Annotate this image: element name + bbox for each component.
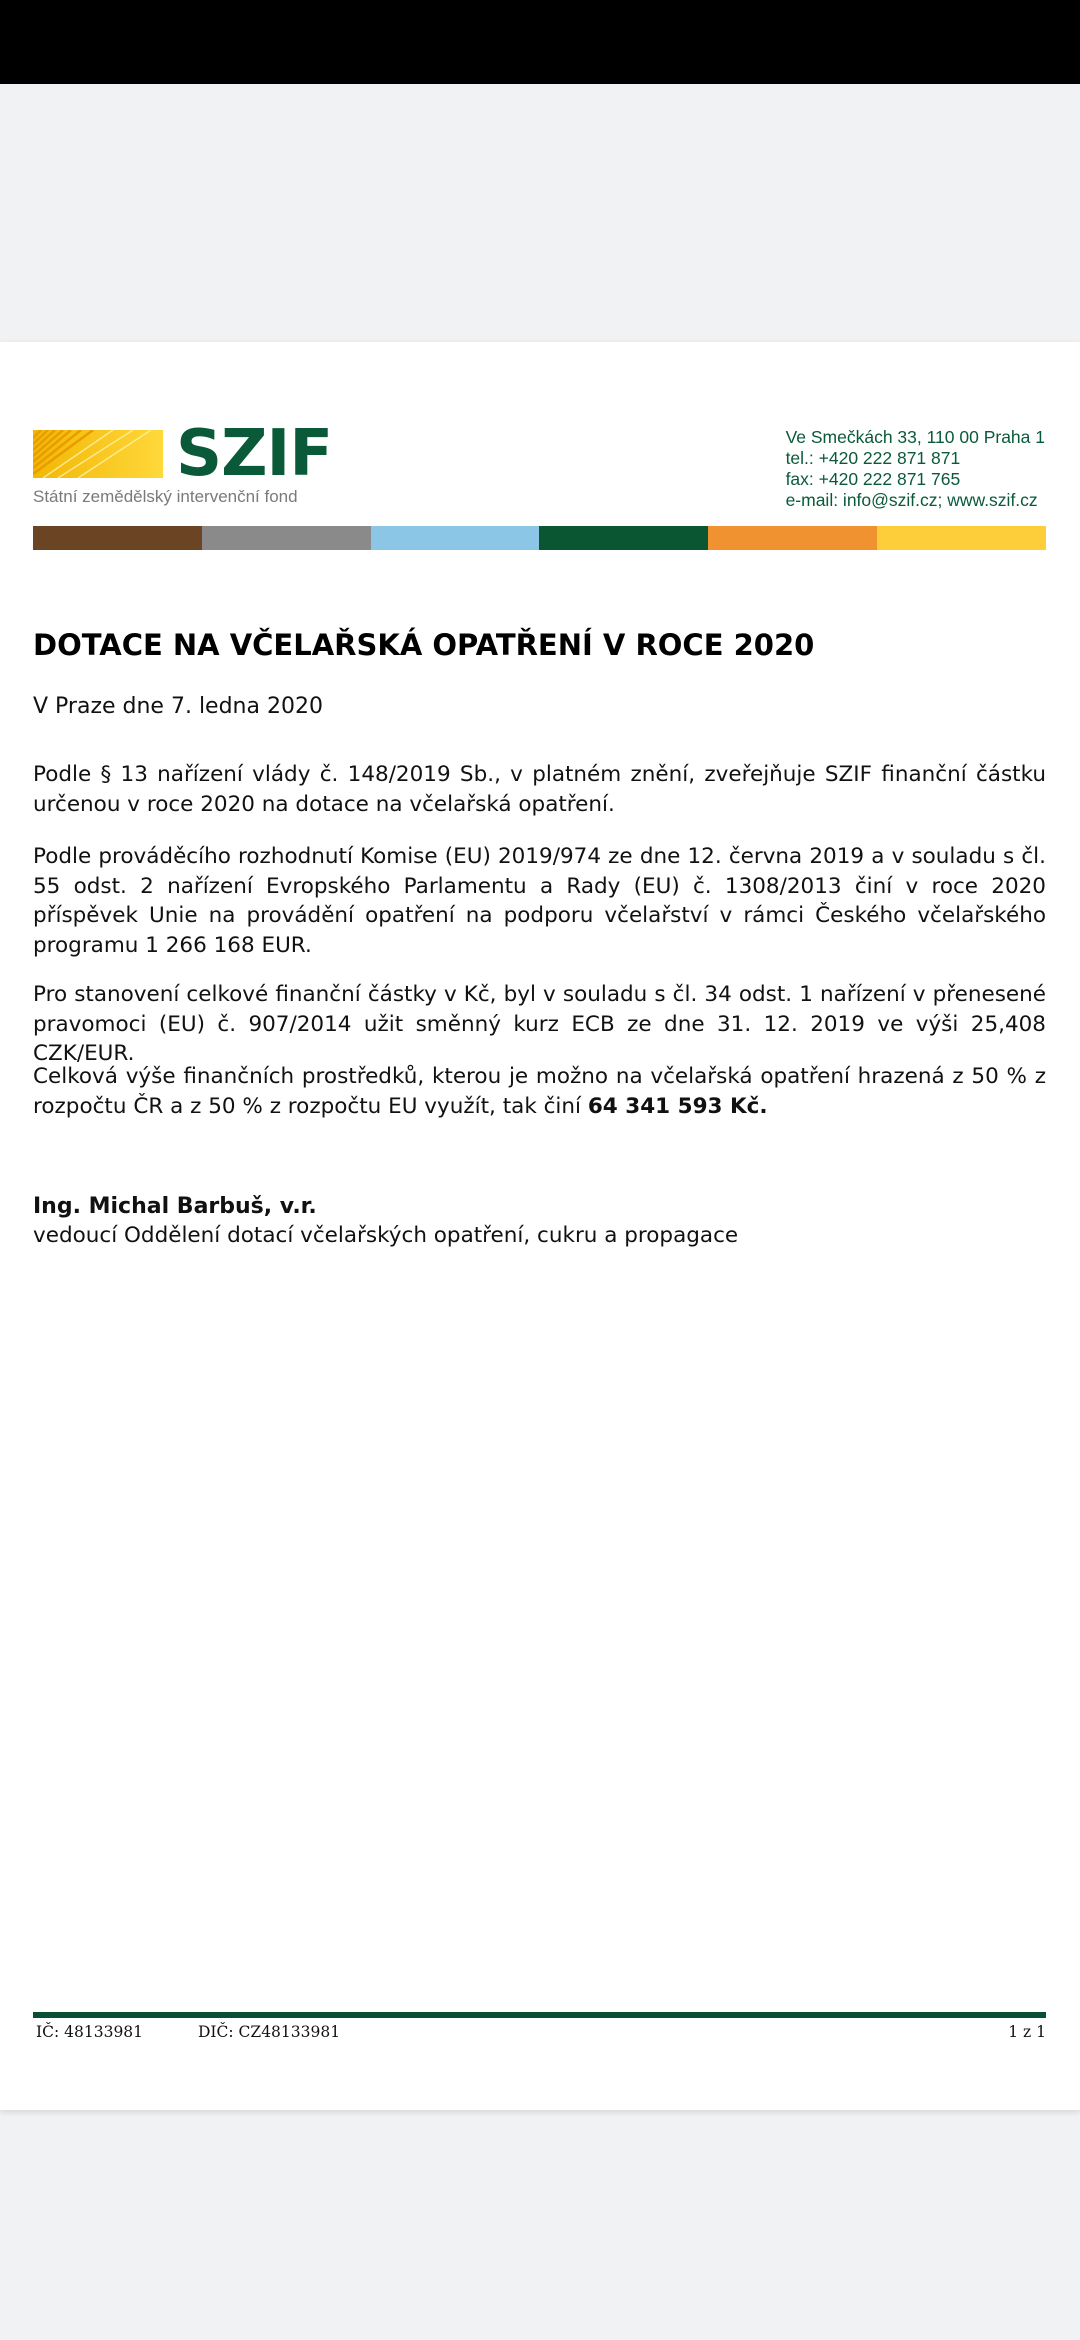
document-date: V Praze dne 7. ledna 2020 [33, 694, 323, 719]
footer-dic: DIČ: CZ48133981 [198, 2023, 341, 2041]
status-bar [0, 0, 1080, 84]
paragraph-2: Podle prováděcího rozhodnutí Komise (EU) 2019/974 ze dne 12. června 2019 a v souladu s čl. 55 odst. 2 nařízení Evropského Parlamentu a Rady (EU) č. 1308/2013 činí v roce 2020 příspěvek Unie na provádění opatření na podporu včelařství v rámci Českého včelařského programu 1 266 168 EUR. [33, 844, 1046, 958]
signature-role: vedoucí Oddělení dotací včelařských opatření, cukru a propagace [33, 1223, 739, 1248]
page-number: 1 z 1 [1008, 2023, 1046, 2041]
paragraph-4 [33, 1062, 1046, 1121]
total-amount: 64 341 593 Kč. [587, 1093, 768, 1119]
paragraph-4-text: Celková výše finančních prostředků, kterou je možno na včelařská opatření hrazená z 50 % z rozpočtu ČR a z 50 % z rozpočtu EU využít, tak činí [33, 1064, 1046, 1119]
address: Ve Smečkách 33, 110 00 Praha 1 [785, 427, 1045, 447]
stripe-brown [33, 526, 202, 550]
fax: fax: +420 222 871 765 [785, 469, 961, 489]
document-page [0, 342, 1080, 2110]
footer-ic: IČ: 48133981 [36, 2023, 144, 2041]
logo-subtitle: Státní zemědělský intervenční fond [33, 487, 298, 506]
stripe-grey [202, 526, 371, 550]
contact-block [786, 427, 1045, 511]
stripe-orange [708, 526, 877, 550]
paragraph-3: Pro stanovení celkové finanční částky v Kč, byl v souladu s čl. 34 odst. 1 nařízení v přenesené pravomoci (EU) č. 907/2014 užit směnný kurz ECB ze dne 31. 12. 2019 ve výši 25,408 CZK/EUR. [33, 982, 1046, 1066]
signature-name: Ing. Michal Barbuš, v.r. [33, 1194, 317, 1219]
phone[interactable]: tel.: +420 222 871 871 [785, 448, 961, 468]
field-stripes-logo-icon [33, 430, 163, 478]
color-stripe-bar [33, 526, 1046, 550]
paragraph-1: Podle § 13 nařízení vlády č. 148/2019 Sb., v platném znění, zveřejňuje SZIF finanční částku určenou v roce 2020 na dotace na včelařská opatření. [33, 762, 1046, 817]
stripe-light-blue [371, 526, 540, 550]
stripe-green [539, 526, 708, 550]
stripe-yellow [877, 526, 1046, 550]
szif-logo [33, 417, 333, 510]
logo-wordmark: SZIF [176, 417, 333, 491]
document-title: DOTACE NA VČELAŘSKÁ OPATŘENÍ V ROCE 2020 [33, 628, 815, 662]
email-web[interactable]: e-mail: info@szif.cz; www.szif.cz [785, 490, 1038, 510]
footer-divider [33, 2012, 1046, 2018]
